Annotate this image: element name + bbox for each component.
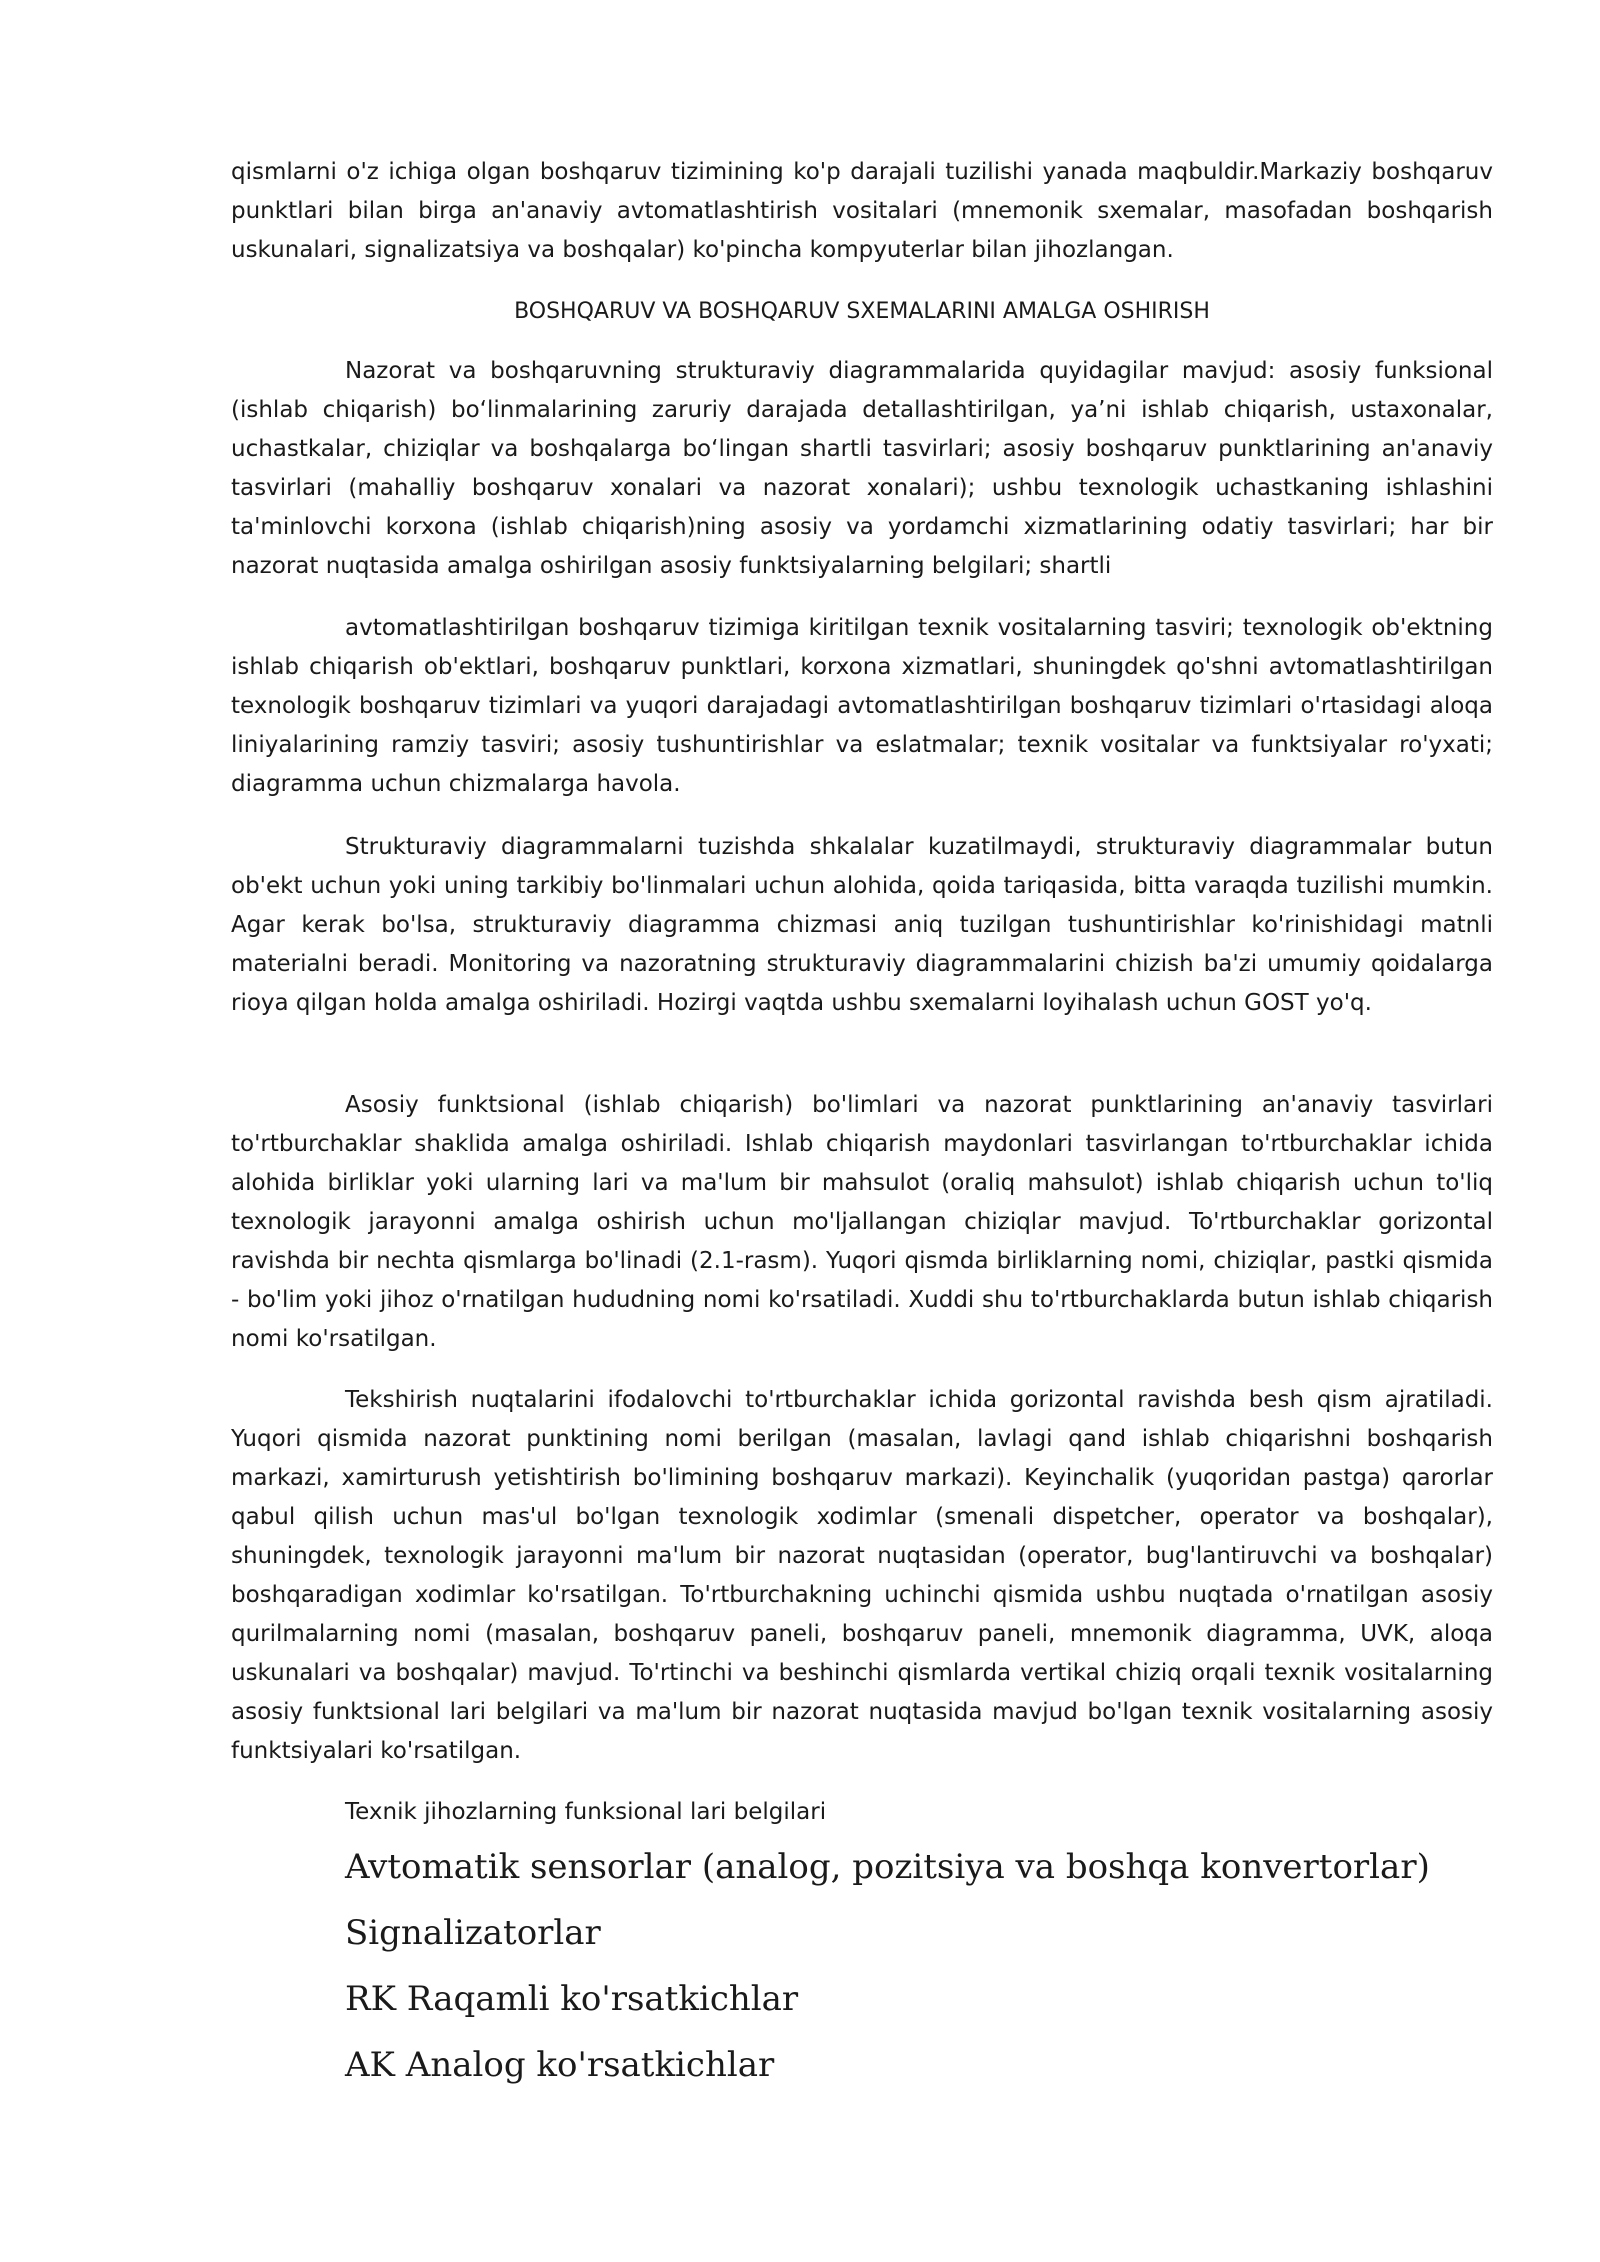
legend-item-sensors: Avtomatik sensorlar (analog, pozitsiya va boshqa konvertorlar) (345, 1847, 1430, 1887)
paragraph-rectangles: Asosiy funktsional (ishlab chiqarish) bo'limlari va nazorat punktlarining an'anaviy tasvirlari to'rtburchaklar shaklida amalga oshiriladi. Ishlab chiqarish maydonlari tasvirlangan to'rtburchaklar ichida alohida birliklar yoki ularning lari va ma'lum bir mahsulot (oraliq mahsulot) ishlab chiqarish uchun to'liq texnologik jarayonni amalga oshirish uchun mo'ljallangan chiziqlar mavjud. To'rtburchaklar gorizontal ravishda bir nechta qismlarga bo'linadi (2.1-rasm). Yuqori qismda birliklarning nomi, chiziqlar, pastki qismida - bo'lim yoki jihoz o'rnatilgan hududning nomi ko'rsatiladi. Xuddi shu to'rtburchaklarda butun ishlab chiqarish nomi ko'rsatilgan. (231, 1092, 1493, 1352)
paragraph-checkpoints: Tekshirish nuqtalarini ifodalovchi to'rtburchaklar ichida gorizontal ravishda besh qism ajratiladi. Yuqori qismida nazorat punktining nomi berilgan (masalan, lavlagi qand ishlab chiqarishni boshqarish markazi, xamirturush yetishtirish bo'limining boshqaruv markazi). Keyinchalik (yuqoridan pastga) qarorlar qabul qilish uchun mas'ul bo'lgan texnologik xodimlar (smenali dispetcher, operator va boshqalar), shuningdek, texnologik jarayonni ma'lum bir nazorat nuqtasidan (operator, bug'lantiruvchi va boshqalar) boshqaradigan xodimlar ko'rsatilgan. To'rtburchakning uchinchi qismida ushbu nuqtada o'rnatilgan asosiy qurilmalarning nomi (masalan, boshqaruv paneli, boshqaruv paneli, mnemonik diagramma, UVK, aloqa uskunalari va boshqalar) mavjud. To'rtinchi va beshinchi qismlarda vertikal chiziq orqali texnik vositalarning asosiy funktsional lari belgilari va ma'lum bir nazorat nuqtasida mavjud bo'lgan texnik vositalarning asosiy funktsiyalari ko'rsatilgan. (231, 1387, 1493, 1764)
legend-item-analog-indicators: AK Analog ko'rsatkichlar (345, 2045, 775, 2085)
paragraph-technical-means: avtomatlashtirilgan boshqaruv tizimiga kiritilgan texnik vositalarning tasviri; texnologik ob'ektning ishlab chiqarish ob'ektlari, boshqaruv punktlari, korxona xizmatlari, shuningdek qo'shni avtomatlashtirilgan texnologik boshqaruv tizimlari va yuqori darajadagi avtomatlashtirilgan boshqaruv tizimlari o'rtasidagi aloqa liniyalarining ramziy tasviri; asosiy tushuntirishlar va eslatmalar; texnik vositalar va funktsiyalar ro'yxati; diagramma uchun chizmalarga havola. (231, 615, 1493, 797)
paragraph-structure-contents: Nazorat va boshqaruvning strukturaviy diagrammalarida quyidagilar mavjud: asosiy funksional (ishlab chiqarish) bo‘linmalarining zaruriy darajada detallashtirilgan, ya’ni ishlab chiqarish, ustaxonalar, uchastkalar, chiziqlar va boshqalarga bo‘lingan shartli tasvirlari; asosiy boshqaruv punktlarining an'anaviy tasvirlari (mahalliy boshqaruv xonalari va nazorat xonalari); ushbu texnologik uchastkaning ishlashini ta'minlovchi korxona (ishlab chiqarish)ning asosiy va yordamchi xizmatlarining odatiy tasvirlari; har bir nazorat nuqtasida amalga oshirilgan asosiy funktsiyalarning belgilari; shartli (231, 358, 1493, 579)
legend-item-signalizers: Signalizatorlar (345, 1913, 601, 1953)
paragraph-intro: qismlarni o'z ichiga olgan boshqaruv tizimining ko'p darajali tuzilishi yanada maqbuldir.Markaziy boshqaruv punktlari bilan birga an'anaviy avtomatlashtirish vositalari (mnemonik sxemalar, masofadan boshqarish uskunalari, signalizatsiya va boshqalar) ko'pincha kompyuterlar bilan jihozlangan. (231, 159, 1493, 263)
section-heading: BOSHQARUV VA BOSHQARUV SXEMALARINI AMALGA OSHIRISH (514, 299, 1210, 324)
paragraph-scales: Strukturaviy diagrammalarni tuzishda shkalalar kuzatilmaydi, strukturaviy diagrammalar butun ob'ekt uchun yoki uning tarkibiy bo'linmalari uchun alohida, qoida tariqasida, bitta varaqda tuzilishi mumkin. Agar kerak bo'lsa, strukturaviy diagramma chizmasi aniq tuzilgan tushuntirishlar ko'rinishidagi matnli materialni beradi. Monitoring va nazoratning strukturaviy diagrammalarini chizish ba'zi umumiy qoidalarga rioya qilgan holda amalga oshiriladi. Hozirgi vaqtda ushbu sxemalarni loyihalash uchun GOST yo'q. (231, 834, 1493, 1016)
legend-item-digital-indicators: RK Raqamli ko'rsatkichlar (345, 1979, 799, 2019)
legend-title: Texnik jihozlarning funksional lari belgilari (345, 1799, 827, 1825)
